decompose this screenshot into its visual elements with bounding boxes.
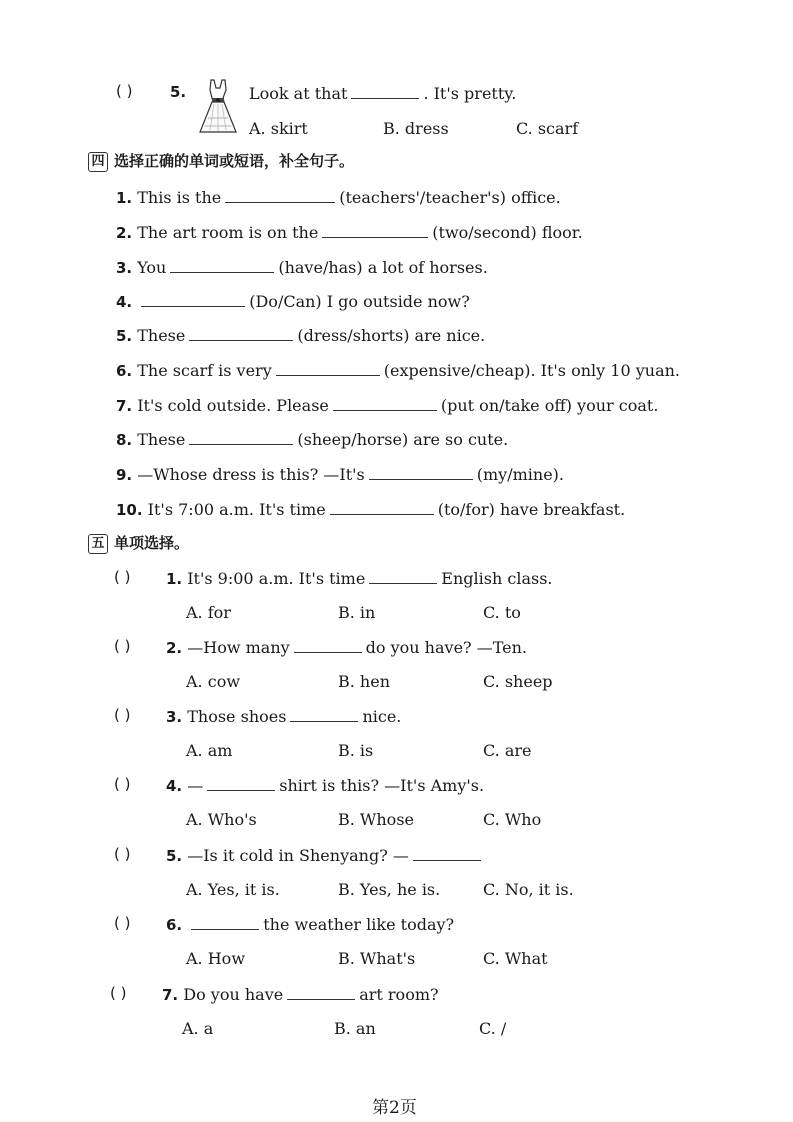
- section-title: 单项选择。: [114, 534, 190, 552]
- fill-item: 10. It's 7:00 a.m. It's time (to/for) have breakfast.: [116, 500, 626, 519]
- answer-blank[interactable]: [276, 361, 380, 376]
- question-stem: 6. the weather like today?: [166, 915, 455, 934]
- option-a[interactable]: A. skirt: [249, 119, 308, 138]
- question-stem: 4. — shirt is this? —It's Amy's.: [166, 776, 485, 795]
- question-stem: 5. —Is it cold in Shenyang? —: [166, 846, 485, 866]
- answer-blank[interactable]: [170, 258, 274, 273]
- question-stem: 2. —How many do you have? —Ten.: [166, 638, 527, 657]
- answer-paren[interactable]: ( ): [114, 637, 131, 655]
- answer-blank[interactable]: [207, 776, 275, 791]
- option-b[interactable]: B. Yes, he is.: [338, 880, 441, 899]
- section-5-header: [88, 533, 189, 554]
- answer-paren[interactable]: ( ): [116, 82, 133, 100]
- question-number: 5.: [170, 83, 187, 101]
- section-badge: 五: [88, 534, 108, 554]
- fill-item: 6. The scarf is very (expensive/cheap). It's only 10 yuan.: [116, 361, 680, 380]
- answer-blank[interactable]: [141, 292, 245, 307]
- option-c[interactable]: C. to: [483, 603, 521, 622]
- option-b[interactable]: B. hen: [338, 672, 391, 691]
- question-stem: 7. Do you have art room?: [162, 985, 439, 1004]
- option-c[interactable]: C. Who: [483, 810, 542, 829]
- answer-paren[interactable]: ( ): [114, 914, 131, 932]
- option-a[interactable]: A. How: [186, 949, 246, 968]
- fill-item: 9. —Whose dress is this? —It's (my/mine).: [116, 465, 564, 484]
- fill-item: 1. This is the (teachers'/teacher's) office.: [116, 188, 561, 207]
- option-b[interactable]: B. is: [338, 741, 374, 760]
- answer-blank[interactable]: [287, 985, 355, 1000]
- answer-blank[interactable]: [189, 430, 293, 445]
- option-a[interactable]: A. Yes, it is.: [186, 880, 280, 899]
- option-c[interactable]: C. are: [483, 741, 532, 760]
- question-stem: Look at that . It's pretty.: [249, 84, 517, 103]
- answer-blank[interactable]: [333, 396, 437, 411]
- page-number: 第2页: [372, 1098, 417, 1118]
- option-a[interactable]: A. for: [186, 603, 231, 622]
- answer-blank[interactable]: [294, 638, 362, 653]
- option-b[interactable]: B. an: [334, 1019, 376, 1038]
- option-b[interactable]: B. in: [338, 603, 376, 622]
- option-b[interactable]: B. dress: [383, 119, 449, 138]
- answer-blank[interactable]: [369, 569, 437, 584]
- option-c[interactable]: C. scarf: [516, 119, 579, 138]
- fill-item: 2. The art room is on the (two/second) floor.: [116, 223, 583, 242]
- question-stem: 3. Those shoes nice.: [166, 707, 402, 726]
- fill-item: 3. You (have/has) a lot of horses.: [116, 258, 488, 277]
- option-b[interactable]: B. What's: [338, 949, 416, 968]
- answer-paren[interactable]: ( ): [114, 775, 131, 793]
- answer-blank[interactable]: [290, 707, 358, 722]
- option-c[interactable]: C. What: [483, 949, 548, 968]
- fill-item: 5. These (dress/shorts) are nice.: [116, 326, 486, 345]
- dress-icon: [196, 78, 240, 140]
- answer-paren[interactable]: ( ): [114, 706, 131, 724]
- section-4-header: [88, 151, 354, 172]
- answer-blank[interactable]: [330, 500, 434, 515]
- option-c[interactable]: C. sheep: [483, 672, 553, 691]
- section-badge: 四: [88, 152, 108, 172]
- answer-blank[interactable]: [351, 84, 419, 99]
- question-stem: 1. It's 9:00 a.m. It's time English class.: [166, 569, 553, 588]
- answer-blank[interactable]: [369, 465, 473, 480]
- answer-blank[interactable]: [322, 223, 428, 238]
- answer-blank[interactable]: [189, 326, 293, 341]
- section-title: 选择正确的单词或短语，补全句子。: [114, 152, 355, 170]
- fill-item: 8. These (sheep/horse) are so cute.: [116, 430, 509, 449]
- option-a[interactable]: A. cow: [186, 672, 241, 691]
- answer-paren[interactable]: ( ): [110, 984, 127, 1002]
- option-a[interactable]: A. Who's: [186, 810, 257, 829]
- option-a[interactable]: A. a: [182, 1019, 214, 1038]
- answer-paren[interactable]: ( ): [114, 568, 131, 586]
- answer-paren[interactable]: ( ): [114, 845, 131, 863]
- option-c[interactable]: C. No, it is.: [483, 880, 574, 899]
- option-a[interactable]: A. am: [186, 741, 233, 760]
- fill-item: 7. It's cold outside. Please (put on/take off) your coat.: [116, 396, 659, 415]
- option-c[interactable]: C. /: [479, 1019, 507, 1038]
- fill-item: 4. (Do/Can) I go outside now?: [116, 292, 470, 311]
- answer-blank[interactable]: [225, 188, 335, 203]
- option-b[interactable]: B. Whose: [338, 810, 414, 829]
- answer-blank[interactable]: [191, 915, 259, 930]
- answer-blank[interactable]: [413, 846, 481, 861]
